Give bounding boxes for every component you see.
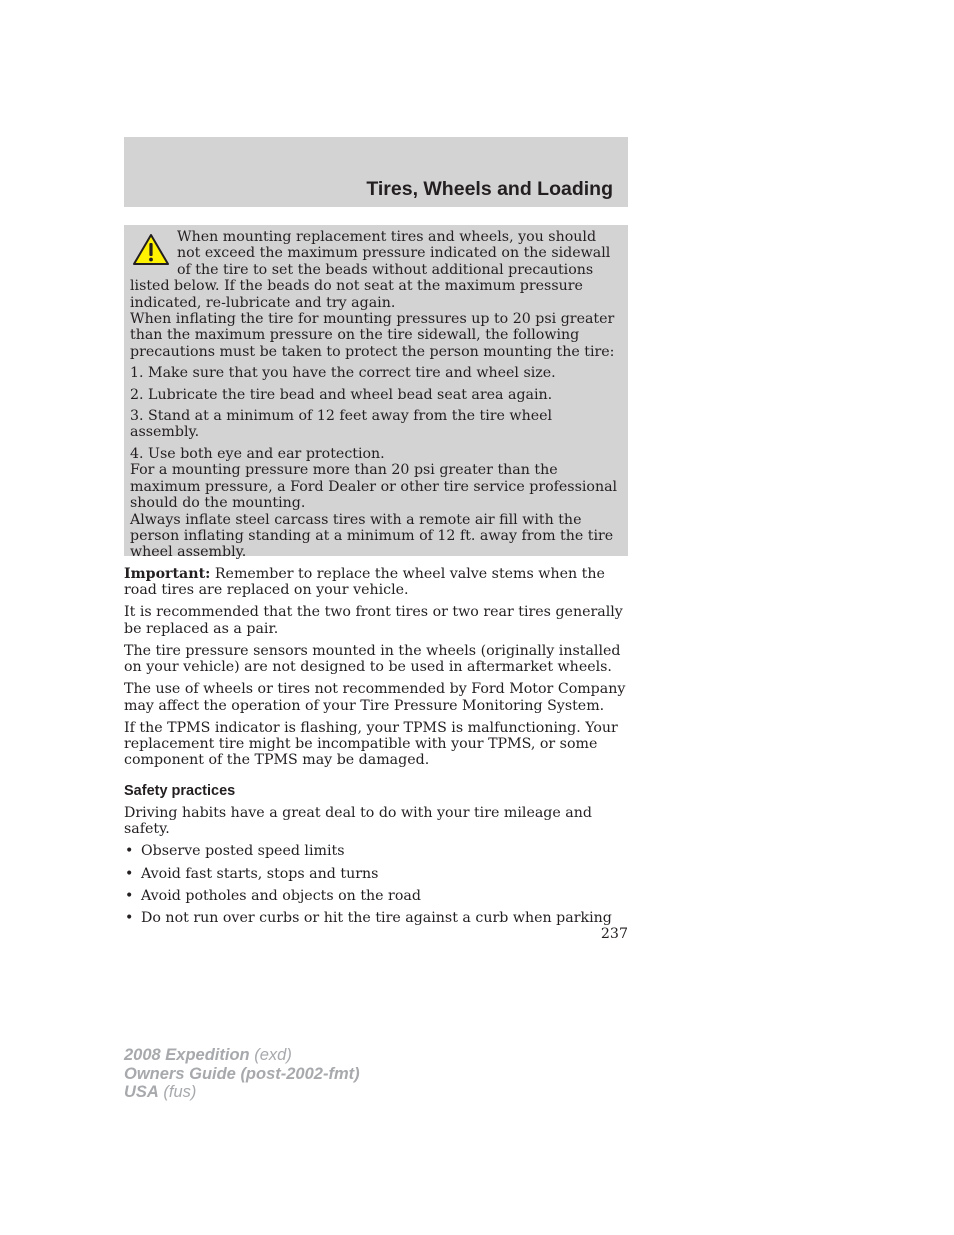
warning-triangle-icon: [132, 233, 170, 267]
list-item: [124, 888, 628, 904]
body-paragraph: It is recommended that the two front tires or two rear tires generally be replaced as a pair.: [124, 604, 623, 637]
footer-market-name: USA: [124, 1083, 159, 1101]
footer-line-market: [124, 1083, 360, 1102]
section-header-band: [124, 137, 628, 207]
bullet-icon: •: [125, 888, 134, 905]
bullet-icon: •: [125, 910, 134, 927]
safety-list: [124, 843, 628, 927]
list-item-text: Avoid fast starts, stops and turns: [141, 865, 379, 882]
footer-model-name: 2008 Expedition: [124, 1046, 250, 1064]
footer-line-guide: Owners Guide (post-2002-fmt): [124, 1064, 360, 1083]
body-paragraph: The use of wheels or tires not recommended by Ford Motor Company may affect the operation of your Tire Pressure Monitoring System.: [124, 681, 626, 714]
bullet-icon: •: [125, 843, 134, 860]
warning-box: [124, 225, 628, 561]
list-item-text: Do not run over curbs or hit the tire against a curb when parking: [141, 910, 612, 927]
section-title: Tires, Wheels and Loading: [366, 178, 613, 200]
list-item: [124, 866, 628, 882]
footer-market-code: (fus): [158, 1083, 197, 1101]
list-item: [124, 910, 628, 926]
important-text: Remember to replace the wheel valve stems when the road tires are replaced on your vehicle.: [124, 566, 605, 599]
warning-step: 1. Make sure that you have the correct tire and wheel size.: [130, 365, 556, 382]
important-note: [124, 566, 628, 599]
list-item-text: Avoid potholes and objects on the road: [141, 888, 421, 905]
warning-step: 4. Use both eye and ear protection.: [130, 445, 385, 462]
warning-paragraph: Always inflate steel carcass tires with a remote air fill with the person inflating standing at a minimum of 12 ft. away from the tire wheel assembly.: [130, 511, 614, 561]
safety-heading: Safety practices: [124, 782, 236, 799]
footer-model-code: (exd): [249, 1046, 292, 1064]
warning-paragraph: For a mounting pressure more than 20 psi greater than the maximum pressure, a Ford Dealer or other tire service professional should do the mounting.: [130, 462, 618, 512]
warning-step: 3. Stand at a minimum of 12 feet away from the tire wheel assembly.: [130, 408, 553, 441]
list-item: [124, 843, 628, 859]
bullet-icon: •: [125, 865, 134, 882]
list-item-text: Observe posted speed limits: [141, 843, 345, 860]
important-label: Important:: [124, 566, 211, 582]
warning-paragraph: When inflating the tire for mounting pressures up to 20 psi greater than the maximum pressure on the tire sidewall, the following precautions must be taken to protect the person mounting the tire:: [130, 311, 615, 360]
body-paragraph: If the TPMS indicator is flashing, your TPMS is malfunctioning. Your replacement tire might be incompatible with your TPMS, or some component of the TPMS may be damaged.: [124, 719, 618, 769]
footer-line-model: [124, 1046, 360, 1065]
safety-intro: Driving habits have a great deal to do with your tire mileage and safety.: [124, 804, 592, 838]
main-content: [124, 566, 628, 933]
body-paragraph: The tire pressure sensors mounted in the wheels (originally installed on your vehicle) are not designed to be used in aftermarket wheels.: [124, 642, 621, 676]
page-number: 237: [600, 926, 628, 942]
warning-paragraph: When mounting replacement tires and wheels, you should not exceed the maximum pressure indicated on the sidewall of the tire to set the beads without additional precautions listed below. If the beads do not seat at the maximum pressure indicated, re-lubricate and try again.: [130, 229, 611, 311]
document-footer: [124, 1046, 360, 1102]
warning-step: 2. Lubricate the tire bead and wheel bead seat area again.: [130, 386, 553, 403]
